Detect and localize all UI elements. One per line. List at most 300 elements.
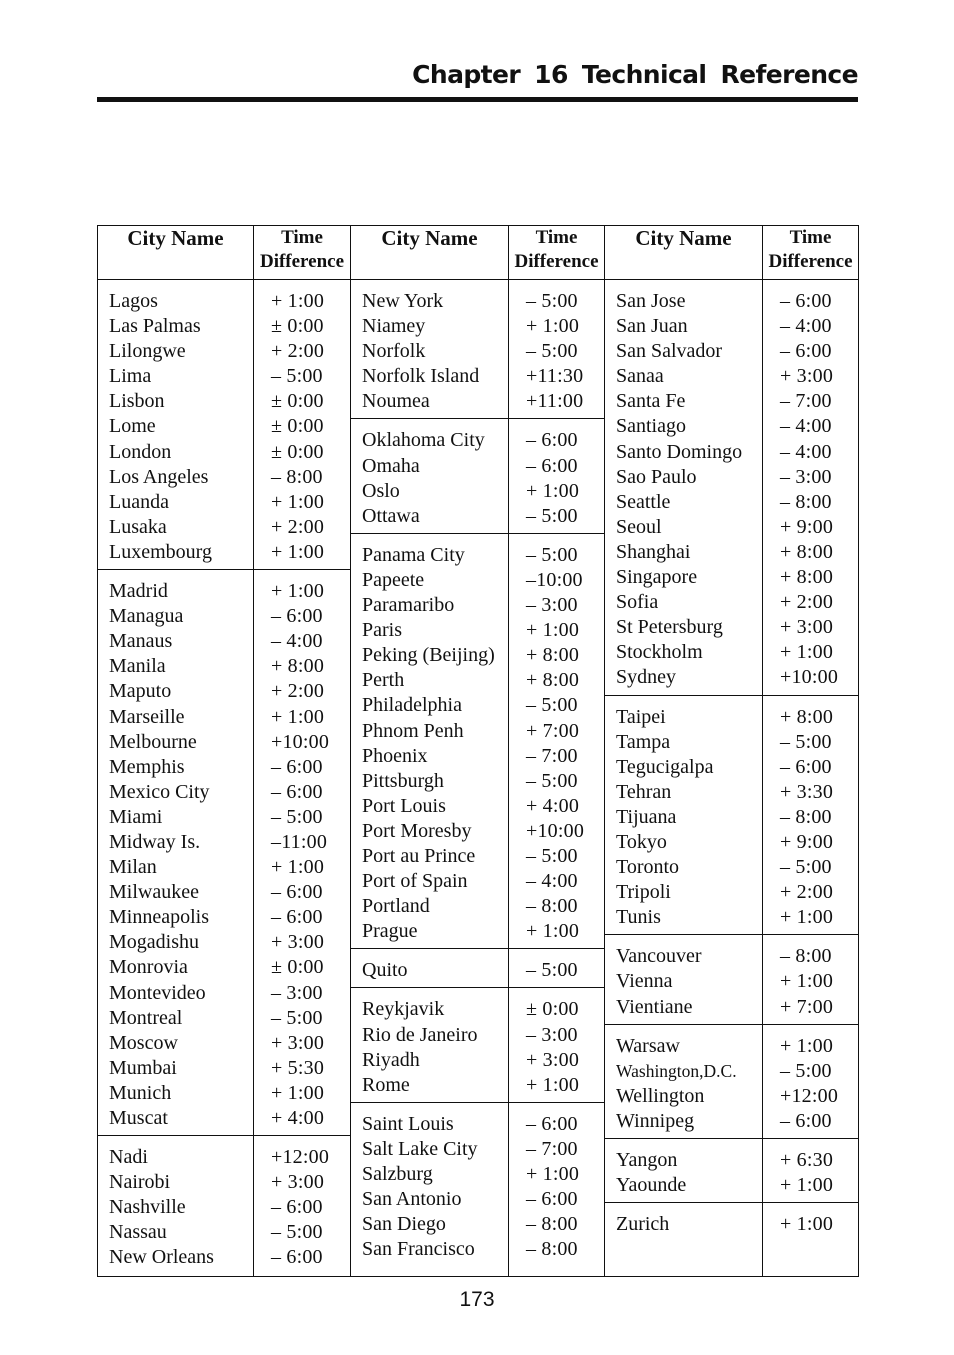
table-row — [351, 894, 604, 919]
city-name: Papeete — [362, 568, 425, 591]
table-row — [351, 618, 604, 643]
city-group — [605, 1024, 858, 1138]
column-block-3 — [605, 280, 859, 1277]
table-row — [351, 504, 604, 529]
city-name: Winnipeg — [616, 1109, 695, 1132]
table-row — [98, 289, 350, 314]
table-row — [98, 1031, 350, 1056]
time-difference: – 6:00 — [271, 1246, 323, 1269]
table-row — [605, 705, 858, 730]
table-row — [98, 604, 350, 629]
table-row — [98, 540, 350, 565]
city-name: Mumbai — [109, 1056, 177, 1079]
table-row — [98, 314, 350, 339]
city-name: Niamey — [362, 315, 426, 338]
time-difference: + 1:00 — [271, 540, 325, 563]
city-name: Phoenix — [362, 744, 428, 767]
table-row — [605, 1059, 858, 1084]
city-name: Port Moresby — [362, 819, 472, 842]
time-difference: ± 0:00 — [271, 415, 324, 438]
city-name: Seattle — [616, 490, 671, 513]
table-row — [605, 830, 858, 855]
city-name: Omaha — [362, 454, 420, 477]
city-name: Vientiane — [616, 995, 693, 1018]
city-name: San Salvador — [616, 340, 723, 363]
time-difference: – 7:00 — [526, 744, 578, 767]
time-difference: +11:30 — [526, 365, 584, 388]
city-name: Philadelphia — [362, 694, 462, 717]
time-difference: + 1:00 — [271, 580, 325, 603]
city-name: Lusaka — [109, 515, 167, 538]
table-row — [351, 289, 604, 314]
time-difference: – 5:00 — [780, 730, 832, 753]
city-name: Milan — [109, 856, 157, 879]
table-row — [605, 805, 858, 830]
city-name: Paris — [362, 619, 402, 642]
table-row — [605, 1084, 858, 1109]
table-row — [605, 515, 858, 540]
city-name: Phnom Penh — [362, 719, 464, 742]
time-difference: + 2:00 — [271, 680, 325, 703]
time-difference: + 5:30 — [271, 1056, 325, 1079]
table-row — [605, 780, 858, 805]
city-name: Salt Lake City — [362, 1137, 478, 1160]
time-difference: ± 0:00 — [271, 956, 324, 979]
city-name: Reykjavik — [362, 998, 445, 1021]
city-name: Luanda — [109, 490, 169, 513]
table-row — [98, 1220, 350, 1245]
table-row — [351, 719, 604, 744]
city-name: Sydney — [616, 666, 676, 689]
time-difference: + 3:00 — [780, 365, 834, 388]
time-difference: – 5:00 — [526, 694, 578, 717]
table-row — [605, 389, 858, 414]
table-row — [605, 490, 858, 515]
time-difference: + 1:00 — [526, 920, 580, 943]
city-group — [98, 569, 350, 1135]
time-difference: + 3:00 — [526, 1048, 580, 1071]
table-row — [351, 869, 604, 894]
table-row — [605, 289, 858, 314]
table-row — [351, 543, 604, 568]
time-difference: + 8:00 — [526, 669, 580, 692]
city-name: Managua — [109, 605, 184, 628]
table-row — [351, 1112, 604, 1137]
city-name: Stockholm — [616, 641, 703, 664]
city-name: Noumea — [362, 390, 430, 413]
table-row — [605, 665, 858, 690]
time-difference: – 6:00 — [271, 881, 323, 904]
city-name: Manila — [109, 655, 166, 678]
table-row — [98, 755, 350, 780]
table-row — [351, 997, 604, 1022]
city-name: Mexico City — [109, 780, 210, 803]
time-difference: – 6:00 — [526, 429, 578, 452]
time-difference: – 6:00 — [271, 906, 323, 929]
city-name: Nassau — [109, 1221, 167, 1244]
city-name: Port of Spain — [362, 870, 468, 893]
table-row — [98, 629, 350, 654]
time-difference: – 8:00 — [526, 1238, 578, 1261]
time-difference: – 3:00 — [780, 465, 832, 488]
time-difference: – 8:00 — [780, 805, 832, 828]
city-name: Paramaribo — [362, 594, 455, 617]
time-difference: +10:00 — [526, 819, 585, 842]
table-row — [605, 590, 858, 615]
city-name: San Francisco — [362, 1238, 475, 1261]
city-name: Sao Paulo — [616, 465, 697, 488]
time-difference: – 3:00 — [526, 1023, 578, 1046]
city-name: San Juan — [616, 315, 688, 338]
table-row — [98, 981, 350, 1006]
city-name: Manaus — [109, 630, 173, 653]
city-name: Yaounde — [616, 1174, 687, 1197]
city-name: Marseille — [109, 705, 185, 728]
table-row — [605, 1148, 858, 1173]
table-row — [351, 643, 604, 668]
city-group — [351, 418, 604, 532]
column-block-1 — [98, 280, 351, 1277]
city-name: Lisbon — [109, 390, 165, 413]
page-number: 173 — [459, 1288, 495, 1311]
city-name: San Jose — [616, 290, 686, 312]
city-name: Milwaukee — [109, 881, 199, 904]
table-row — [351, 1073, 604, 1098]
table-row — [98, 414, 350, 439]
table-row — [351, 769, 604, 794]
city-group — [605, 1202, 858, 1241]
table-row — [98, 880, 350, 905]
time-difference: +10:00 — [780, 666, 839, 689]
time-difference: – 5:00 — [780, 1059, 832, 1082]
time-difference: + 1:00 — [271, 705, 325, 728]
table-row — [98, 1170, 350, 1195]
time-difference: + 3:00 — [271, 1171, 325, 1194]
table-row — [351, 454, 604, 479]
table-row — [605, 730, 858, 755]
city-name: Midway Is. — [109, 830, 201, 853]
table-row — [351, 339, 604, 364]
time-difference: – 5:00 — [526, 769, 578, 792]
time-difference: ± 0:00 — [271, 315, 324, 338]
time-difference: – 8:00 — [526, 1213, 578, 1236]
city-name: Saint Louis — [362, 1112, 454, 1135]
time-difference: – 5:00 — [271, 1221, 323, 1244]
time-difference: + 2:00 — [780, 591, 834, 614]
time-difference: – 6:00 — [271, 780, 323, 803]
time-difference: + 2:00 — [780, 881, 834, 904]
city-name: San Diego — [362, 1213, 446, 1236]
time-difference: + 1:00 — [780, 641, 834, 664]
table-row — [605, 465, 858, 490]
table-row — [605, 640, 858, 665]
city-name: Zurich — [616, 1213, 670, 1236]
city-name: Melbourne — [109, 730, 197, 753]
time-difference: ± 0:00 — [271, 390, 324, 413]
time-difference: + 1:00 — [526, 315, 580, 338]
time-difference: – 6:00 — [780, 340, 832, 363]
table-row — [605, 414, 858, 439]
city-name: Lome — [109, 415, 156, 438]
time-difference-header: Time Difference — [763, 226, 859, 280]
time-difference: – 6:00 — [526, 454, 578, 477]
city-name: Moscow — [109, 1031, 178, 1054]
time-difference: + 1:00 — [271, 490, 325, 513]
table-row — [605, 314, 858, 339]
table-row — [98, 705, 350, 730]
table-row — [351, 919, 604, 944]
city-name: Sofia — [616, 591, 659, 614]
time-difference: + 1:00 — [271, 856, 325, 879]
city-name: Lilongwe — [109, 340, 186, 363]
city-name: Warsaw — [616, 1034, 680, 1057]
table-row — [98, 1081, 350, 1106]
time-difference: – 4:00 — [780, 440, 832, 463]
table-row — [605, 615, 858, 640]
table-row — [98, 1056, 350, 1081]
city-name: Norfolk Island — [362, 365, 480, 388]
table-row — [351, 668, 604, 693]
city-name: Seoul — [616, 515, 662, 538]
city-name: Tunis — [616, 906, 661, 929]
table-row — [605, 1034, 858, 1059]
city-group — [351, 987, 604, 1101]
table-row — [605, 1212, 858, 1237]
table-row — [98, 930, 350, 955]
city-name: Wellington — [616, 1084, 705, 1107]
time-difference: + 1:00 — [271, 1081, 325, 1104]
table-row — [351, 1137, 604, 1162]
time-difference: – 8:00 — [780, 490, 832, 513]
table-row — [98, 440, 350, 465]
chapter-title: Chapter 16 Technical Reference — [412, 60, 858, 89]
table-row — [98, 1195, 350, 1220]
time-difference: – 6:00 — [271, 1196, 323, 1219]
city-name: Lagos — [109, 290, 158, 312]
city-name-header: City Name — [351, 226, 509, 280]
time-difference: + 9:00 — [780, 830, 834, 853]
page-header — [97, 58, 858, 102]
city-name: Riyadh — [362, 1048, 420, 1071]
time-difference: + 7:00 — [526, 719, 580, 742]
time-difference: – 5:00 — [780, 856, 832, 879]
city-name: Peking (Beijing) — [362, 644, 495, 667]
city-name: Mogadishu — [109, 931, 199, 954]
time-difference: – 6:00 — [780, 290, 832, 312]
table-row — [98, 905, 350, 930]
time-difference: + 3:00 — [780, 616, 834, 639]
city-name-header: City Name — [605, 226, 763, 280]
city-group — [98, 1135, 350, 1274]
city-group — [98, 280, 350, 569]
table-row — [605, 944, 858, 969]
table-row — [98, 730, 350, 755]
time-difference: + 4:00 — [526, 794, 580, 817]
time-difference: – 6:00 — [780, 1109, 832, 1132]
table-row — [351, 1162, 604, 1187]
city-name: New Orleans — [109, 1246, 214, 1269]
table-header-row — [98, 226, 859, 280]
time-difference: + 4:00 — [271, 1107, 325, 1129]
table-row — [351, 819, 604, 844]
time-difference: – 8:00 — [780, 945, 832, 968]
city-name: Santa Fe — [616, 390, 686, 413]
city-name: Panama City — [362, 543, 465, 566]
table-row — [98, 955, 350, 980]
city-name: Quito — [362, 959, 408, 982]
table-row — [98, 1245, 350, 1270]
time-difference: –10:00 — [526, 568, 583, 591]
table-row — [98, 515, 350, 540]
city-name: Toronto — [616, 856, 680, 879]
time-difference: +12:00 — [780, 1084, 839, 1107]
city-name: New York — [362, 290, 444, 312]
table-row — [351, 1048, 604, 1073]
time-difference: + 3:00 — [271, 931, 325, 954]
city-name: Nashville — [109, 1196, 186, 1219]
table-row — [98, 1106, 350, 1131]
time-difference: + 2:00 — [271, 340, 325, 363]
table-row — [351, 1237, 604, 1262]
time-difference: – 6:00 — [271, 605, 323, 628]
column-block-2 — [351, 280, 605, 1277]
table-row — [98, 679, 350, 704]
time-difference: – 4:00 — [780, 315, 832, 338]
time-difference: +10:00 — [271, 730, 330, 753]
time-difference: + 8:00 — [780, 566, 834, 589]
table-row — [98, 855, 350, 880]
city-name: Taipei — [616, 705, 666, 728]
time-difference: –11:00 — [271, 830, 328, 853]
time-difference: + 1:00 — [271, 290, 325, 312]
city-name: Monrovia — [109, 956, 188, 979]
city-name: Minneapolis — [109, 906, 209, 929]
table-row — [605, 969, 858, 994]
table-row — [605, 339, 858, 364]
city-group — [351, 1102, 604, 1267]
city-name: Muscat — [109, 1107, 168, 1129]
time-difference: – 4:00 — [271, 630, 323, 653]
city-name: Sanaa — [616, 365, 664, 388]
time-difference: – 6:00 — [780, 755, 832, 778]
city-name: Salzburg — [362, 1163, 433, 1185]
city-name: Tijuana — [616, 805, 677, 828]
time-difference: ± 0:00 — [271, 440, 324, 463]
time-difference: +11:00 — [526, 390, 584, 413]
table-row — [605, 995, 858, 1020]
time-difference: – 3:00 — [271, 981, 323, 1004]
table-row — [351, 1023, 604, 1048]
time-difference: – 5:00 — [526, 340, 578, 363]
time-difference: – 7:00 — [780, 390, 832, 413]
city-name: Portland — [362, 895, 430, 918]
time-difference: + 1:00 — [526, 619, 580, 642]
time-difference: + 9:00 — [780, 515, 834, 538]
time-difference: – 7:00 — [526, 1137, 578, 1160]
table-row — [351, 958, 604, 983]
time-difference: – 5:00 — [526, 959, 578, 982]
city-name: Singapore — [616, 566, 698, 589]
time-difference: + 1:00 — [780, 1213, 834, 1236]
table-row — [98, 830, 350, 855]
table-row — [351, 844, 604, 869]
time-difference: + 8:00 — [526, 644, 580, 667]
time-difference: – 5:00 — [526, 543, 578, 566]
time-difference: + 7:00 — [780, 995, 834, 1018]
table-row — [351, 479, 604, 504]
time-difference: + 1:00 — [780, 906, 834, 929]
city-name: Montreal — [109, 1006, 183, 1029]
table-row — [605, 1109, 858, 1134]
time-difference: + 1:00 — [780, 970, 834, 993]
city-name: Tegucigalpa — [616, 755, 714, 778]
city-group — [351, 948, 604, 987]
city-name: Munich — [109, 1081, 172, 1104]
table-row — [605, 540, 858, 565]
time-difference: + 1:00 — [526, 1163, 580, 1185]
time-difference: – 3:00 — [526, 594, 578, 617]
city-name: Tehran — [616, 780, 672, 803]
city-name: Nairobi — [109, 1171, 171, 1194]
table-row — [605, 755, 858, 780]
time-difference: – 6:00 — [526, 1112, 578, 1135]
time-difference: – 6:00 — [526, 1188, 578, 1211]
city-name: Port Louis — [362, 794, 446, 817]
table-row — [98, 339, 350, 364]
table-row — [351, 364, 604, 389]
city-group — [605, 280, 858, 695]
time-difference: – 5:00 — [271, 365, 323, 388]
time-difference: – 5:00 — [526, 290, 578, 312]
city-name: Nadi — [109, 1146, 148, 1169]
city-name: Norfolk — [362, 340, 426, 363]
table-row — [351, 1187, 604, 1212]
city-name: Vancouver — [616, 945, 702, 968]
city-name: Luxembourg — [109, 540, 212, 563]
city-name: Los Angeles — [109, 465, 209, 488]
time-difference: – 5:00 — [526, 844, 578, 867]
city-name: Washington,D.C. — [616, 1060, 737, 1081]
city-group — [351, 533, 604, 949]
city-name: Prague — [362, 920, 418, 943]
table-row — [351, 593, 604, 618]
city-name: Rome — [362, 1073, 410, 1096]
table-row — [98, 780, 350, 805]
table-row — [98, 465, 350, 490]
city-name: Tokyo — [616, 830, 667, 853]
city-name: Vienna — [616, 970, 673, 993]
city-name: Tampa — [616, 730, 671, 753]
city-name: Perth — [362, 669, 405, 692]
table-row — [98, 805, 350, 830]
city-name: Santo Domingo — [616, 440, 743, 463]
table-row — [98, 364, 350, 389]
table-row — [351, 428, 604, 453]
time-difference: + 8:00 — [271, 655, 325, 678]
city-group — [605, 1138, 858, 1202]
city-name: St Petersburg — [616, 616, 723, 639]
time-difference: – 6:00 — [271, 755, 323, 778]
time-difference: – 8:00 — [271, 465, 323, 488]
time-difference: + 6:30 — [780, 1149, 834, 1171]
time-difference: + 1:00 — [780, 1034, 834, 1057]
table-row — [98, 1006, 350, 1031]
time-difference: + 1:00 — [526, 1073, 580, 1096]
city-name: Maputo — [109, 680, 172, 703]
table-row — [98, 389, 350, 414]
city-name: San Antonio — [362, 1188, 462, 1211]
table-row — [351, 314, 604, 339]
